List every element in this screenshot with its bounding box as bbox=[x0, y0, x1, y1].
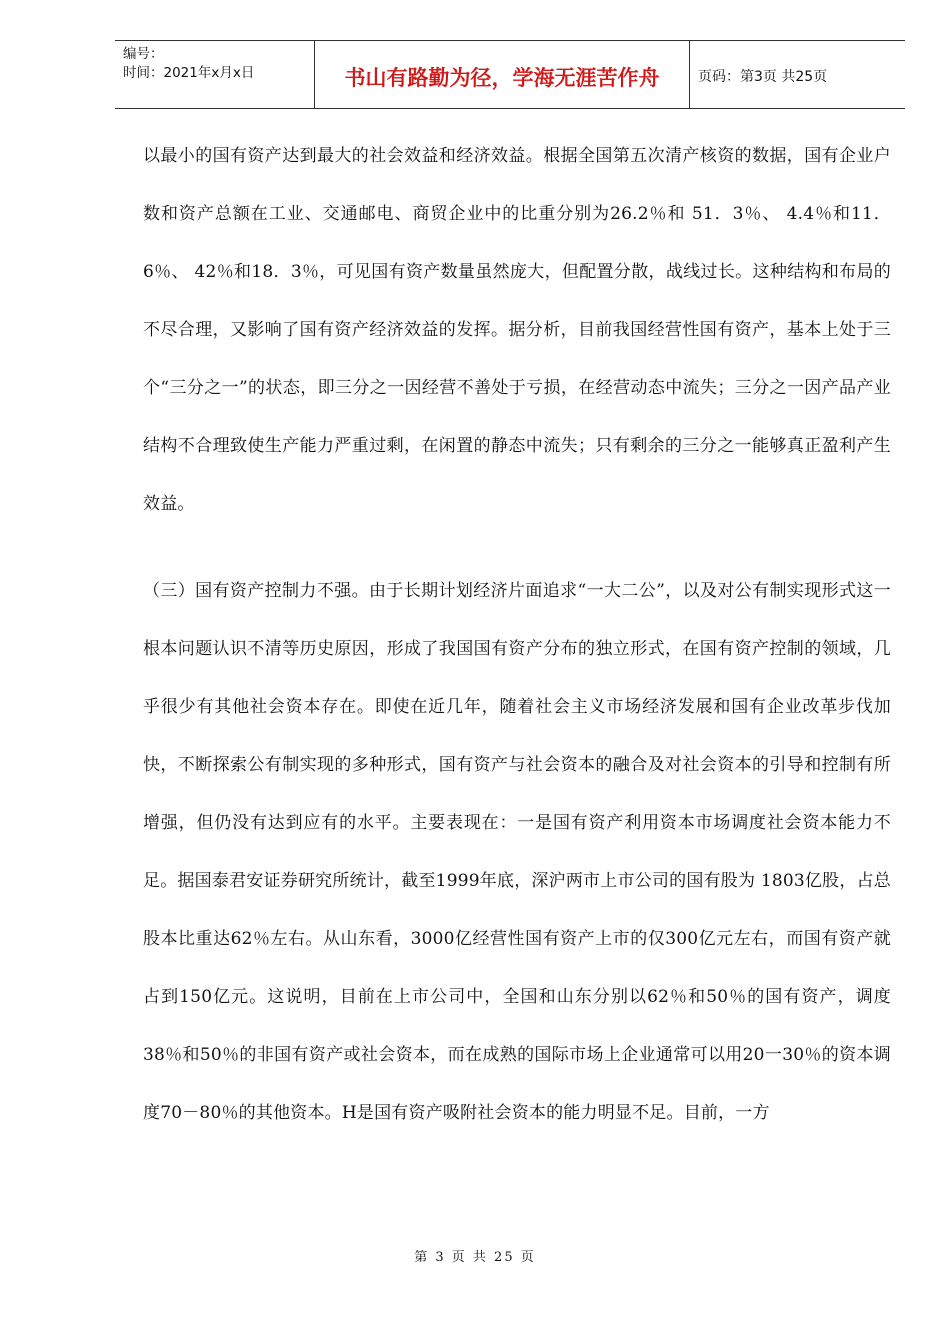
paragraph-1: 以最小的国有资产达到最大的社会效益和经济效益。根据全国第五次清产核资的数据，国有企业户数和资产总额在工业、交通邮电、商贸企业中的比重分别为26.2％和 51．3％、 4.4％和11． 6％、 42％和18．3％，可见国有资产数量虽然庞大，但配置分散，战线过长。这种结构和布局的不尽合理，又影响了国有资产经济效益的发挥。据分析，目前我国经营性国有资产，基本上处于三个“三分之一”的状态，即三分之一因经营不善处于亏损，在经营动态中流失；三分之一因产品产业结构不合理致使生产能力严重过剩，在闲置的静态中流失；只有剩余的三分之一能够真正盈利产生效益。 bbox=[143, 146, 891, 514]
time-label: 时间：2021年x月x日 bbox=[123, 65, 255, 81]
paragraph-2: （三）国有资产控制力不强。由于长期计划经济片面追求“一大二公”，以及对公有制实现形式这一根本问题认识不清等历史原因，形成了我国国有资产分布的独立形式，在国有资产控制的领域，几乎很少有其他社会资本存在。即使在近几年，随着社会主义市场经济发展和国有企业改革步伐加快，不断探索公有制实现的多种形式，国有资产与社会资本的融合及对社会资本的引导和控制有所增强，但仍没有达到应有的水平。主要表现在：一是国有资产利用资本市场调度社会资本能力不足。据国泰君安证券研究所统计，截至1999年底，深沪两市上市公司的国有股为 1803亿股，占总股本比重达62％左右。从山东看，3000亿经营性国有资产上市的仅300亿元左右，而国有资产就占到150亿元。这说明，目前在上市公司中，全国和山东分别以62％和50％的国有资产，调度38％和50％的非国有资产或社会资本，而在成熟的国际市场上企业通常可以用20一30％的资本调度70－80％的其他资本。H是国有资产吸附社会资本的能力明显不足。目前，一方 bbox=[143, 581, 891, 1123]
page-header bbox=[115, 40, 905, 109]
paragraph-gap bbox=[143, 533, 891, 562]
header-page-number: 页码：第3页 共25页 bbox=[698, 68, 828, 85]
header-meta bbox=[115, 41, 315, 108]
header-motto: 书山有路勤为径，学海无涯苦作舟 bbox=[315, 41, 690, 108]
document-body bbox=[143, 127, 891, 1142]
serial-label: 编号： bbox=[123, 46, 164, 62]
page-footer: 第 3 页 共 25 页 bbox=[414, 1250, 536, 1265]
